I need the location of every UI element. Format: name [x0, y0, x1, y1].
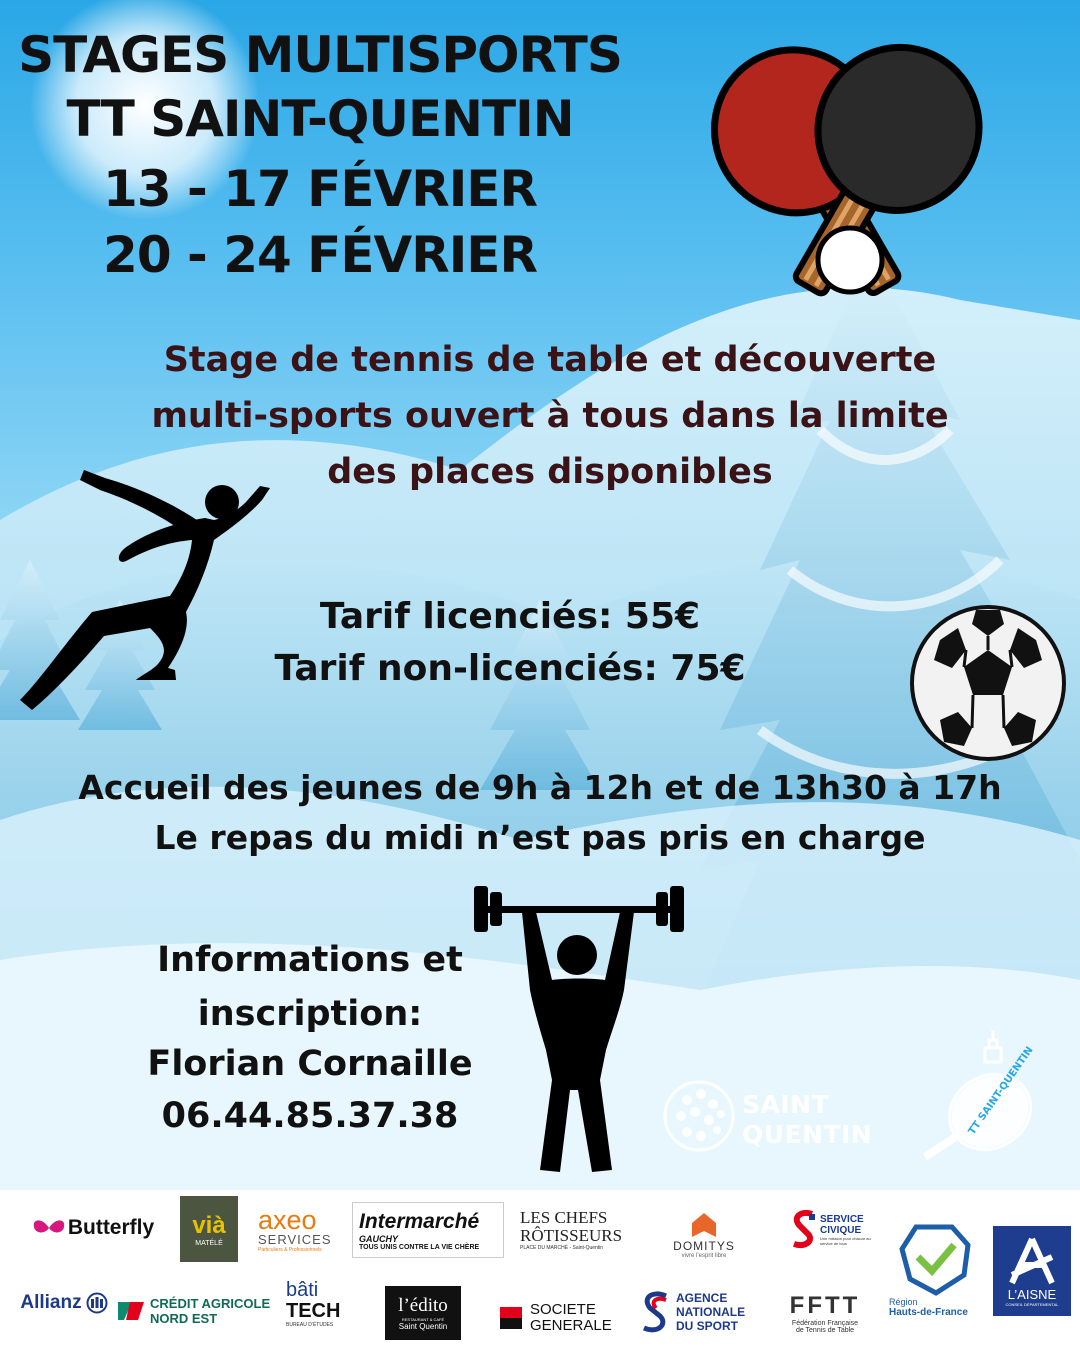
region-line-2: Hauts-de-France: [889, 1306, 968, 1318]
aisne-label: L’AISNE: [1007, 1287, 1057, 1302]
description-line-3: des places disponibles: [327, 452, 773, 492]
intermarche-gauchy-label: GAUCHY: [359, 1233, 399, 1244]
sponsor-domitys: [664, 1204, 744, 1266]
club-logo-text: TT SAINT-QUENTIN: [966, 1044, 1036, 1137]
schedule-hours: Accueil des jeunes de 9h à 12h et de 13h30 à 17h: [78, 768, 1002, 807]
ping-pong-paddles-icon: [685, 18, 1009, 327]
edito-label: l’édito: [398, 1295, 448, 1316]
contact-name: Florian Cornaille: [147, 1044, 473, 1084]
batitech-line-2: TECH: [286, 1300, 341, 1322]
axeo-label: axeo: [258, 1204, 317, 1235]
sponsor-credit-agricole: [116, 1294, 276, 1328]
price-licensed: Tarif licenciés: 55€: [319, 596, 701, 637]
sponsor-agence-nationale-du-sport: [638, 1286, 758, 1338]
fftt-line-1: Fédération Française: [791, 1320, 859, 1327]
domitys-icon: [690, 1211, 718, 1239]
club-logo-icon: [915, 1022, 1045, 1162]
region-line-1: Région: [889, 1296, 918, 1307]
ans-line-1: AGENCE: [676, 1291, 728, 1305]
aisne-sublabel: CONSEIL DÉPARTEMENTAL: [1005, 1302, 1059, 1307]
sponsor-service-civique: [790, 1206, 880, 1254]
sponsor-aisne: [993, 1226, 1071, 1316]
dates-line-1: 13 - 17 FÉVRIER: [103, 160, 537, 218]
chefs-line-3: PLACE DU MARCHÉ - Saint-Quentin: [520, 1245, 604, 1251]
sponsor-fftt: [770, 1286, 880, 1340]
butterfly-icon: [32, 1217, 66, 1239]
fftt-line-2: de Tennis de Table: [795, 1327, 855, 1334]
sponsor-allianz: [14, 1286, 114, 1320]
credit-agricole-icon: [116, 1298, 146, 1324]
batitech-line-1: bâti: [286, 1279, 319, 1301]
title-line-1: STAGES MULTISPORTS: [18, 26, 622, 84]
contact-heading-2: inscription:: [197, 994, 423, 1034]
sponsor-chefs-rotisseurs: [520, 1204, 623, 1256]
credit-agricole-line-2: NORD EST: [150, 1311, 218, 1326]
sponsor-butterfly: [28, 1208, 158, 1248]
societe-generale-line-1: SOCIETE: [530, 1301, 596, 1318]
contact-phone: 06.44.85.37.38: [161, 1096, 459, 1136]
service-civique-line-2: CIVIQUE: [820, 1225, 862, 1236]
sponsor-societe-generale: [500, 1298, 634, 1338]
ans-line-3: DU SPORT: [676, 1319, 739, 1333]
domitys-label: DOMITYS: [673, 1239, 735, 1253]
butterfly-label: Butterfly: [67, 1216, 155, 1239]
sponsor-region-hauts-de-france: [885, 1214, 985, 1326]
axeo-tagline: Particuliers & Professionnels: [258, 1246, 322, 1253]
axeo-services-label: SERVICES: [258, 1231, 332, 1247]
sponsor-via-matele: [180, 1196, 238, 1262]
description-line-1: Stage de tennis de table et découverte: [163, 340, 937, 380]
sponsor-edito: [385, 1286, 461, 1340]
price-non-licensed: Tarif non-licenciés: 75€: [274, 648, 746, 689]
service-civique-line-1: SERVICE: [820, 1214, 864, 1225]
allianz-icon: [86, 1292, 108, 1314]
ans-line-2: NATIONALE: [676, 1305, 746, 1319]
sponsor-axeo: [258, 1204, 338, 1256]
chefs-line-2: RÔTISSEURS: [520, 1226, 623, 1245]
via-label: vià: [192, 1211, 226, 1239]
aisne-icon: [1004, 1235, 1060, 1287]
ans-icon: [638, 1290, 672, 1334]
sponsor-batitech: [286, 1274, 348, 1334]
societe-generale-line-2: GENERALE: [530, 1317, 612, 1334]
batitech-line-3: BUREAU D’ÉTUDES: [286, 1322, 334, 1328]
contact-heading-1: Informations et: [157, 940, 463, 980]
soccer-ball-icon: [912, 607, 1064, 759]
title-line-2: TT SAINT-QUENTIN: [66, 90, 574, 148]
sponsor-strip: [0, 1190, 1080, 1350]
meal-note: Le repas du midi n’est pas pris en charge: [154, 818, 926, 857]
fftt-label: FFTT: [789, 1292, 861, 1319]
service-civique-line-3: Une mission pour chacun au service de tous: [820, 1236, 871, 1246]
sponsor-intermarche: [352, 1202, 504, 1258]
edito-place: Saint Quentin: [398, 1322, 448, 1331]
matele-label: MATÉLÉ: [195, 1239, 223, 1247]
intermarche-tagline: TOUS UNIS CONTRE LA VIE CHÈRE: [359, 1243, 480, 1251]
region-map-icon: [896, 1223, 974, 1297]
saint-quentin-logo-text-1: SAINT: [742, 1090, 830, 1119]
societe-generale-icon: [500, 1307, 522, 1329]
dates-line-2: 20 - 24 FÉVRIER: [103, 226, 537, 284]
saint-quentin-logo-text-2: QUENTIN: [742, 1120, 873, 1149]
allianz-label: Allianz: [20, 1292, 82, 1313]
domitys-tagline: vivre l’esprit libre: [681, 1253, 727, 1259]
description-line-2: multi-sports ouvert à tous dans la limite: [151, 396, 949, 436]
credit-agricole-line-1: CRÉDIT AGRICOLE: [150, 1296, 271, 1311]
chefs-line-1: LES CHEFS: [520, 1208, 608, 1227]
service-civique-icon: [790, 1210, 816, 1250]
edito-sublabel: RESTAURANT & CAFÉ: [401, 1317, 445, 1322]
intermarche-label: Intermarché: [359, 1209, 480, 1233]
ping-pong-ball-icon: [818, 228, 882, 292]
